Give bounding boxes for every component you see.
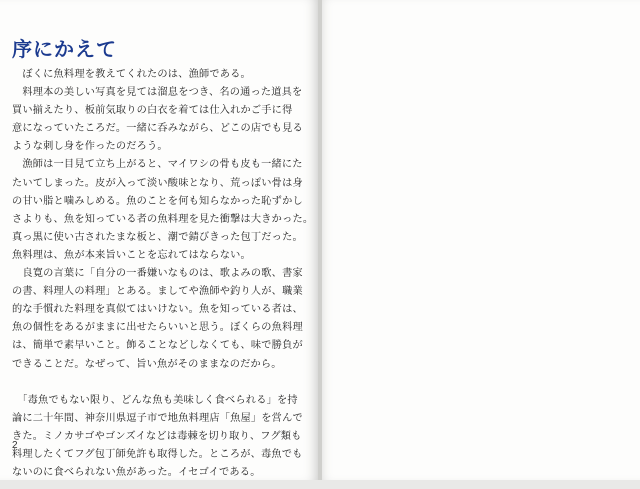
left-text-column (12, 66, 313, 482)
text-line: ような刺し身を作ったのだろう。 (12, 141, 168, 153)
book-gutter (318, 0, 322, 480)
text-line: 的な手慣れた料理を真似てはいけない。魚を知っている者は、 (12, 304, 303, 316)
text-line: 意になっていたころだ。一緒に呑みながら、どこの店でも見る (12, 123, 303, 135)
text-line: きた。ミノカサゴやゴンズイなどは毒棘を切り取り、フグ類も (12, 430, 302, 442)
text-line: 「毒魚でもない限り、どんな魚も美味しく食べられる」を持 (12, 394, 298, 406)
text-line: の書、料理人の料理」とある。ましてや漁師や釣り人が、職業 (12, 286, 303, 298)
page-number-left: 2 (12, 440, 18, 451)
text-line (12, 374, 313, 392)
page-title: 序にかえて (12, 37, 117, 61)
text-line: 魚の個性をあるがままに出せたらいいと思う。ぼくらの魚料理 (12, 322, 303, 334)
text-line: 魚料理は、魚が本来旨いことを忘れてはならない。 (12, 249, 251, 261)
text-line: 料理本の美しい写真を見ては溜息をつき、名の通った道具を (12, 87, 303, 99)
text-line: さよりも、魚を知っている者の魚料理を見た衝撃は大きかった。 (12, 213, 314, 225)
text-line: 漁師は一目見て立ち上がると、マイワシの骨も皮も一緒にた (12, 159, 303, 171)
text-line: 買い揃えたり、板前気取りの白衣を着ては仕入れかご手に得 (12, 105, 293, 117)
text-line: は、簡単で素早いこと。飾ることなどしなくても、味で勝負が (12, 340, 303, 352)
text-line: 料理したくてフグ包丁師免許も取得した。ところが、毒魚でも (12, 448, 303, 460)
text-line: 論に二十年間、神奈川県逗子市で地魚料理店「魚屋」を営んで (12, 412, 303, 424)
text-line: の甘い脂と噛みしめる。魚のことを何も知らなかった恥ずかし (12, 195, 303, 207)
text-line: ないのに食べられない魚があった。イセゴイである。 (12, 467, 261, 479)
text-line: 良寛の言葉に「自分の一番嫌いなものは、歌よみの歌、書家 (12, 268, 303, 280)
text-line: 真っ黒に使い古されたまな板と、潮で錆びきった包丁だった。 (12, 231, 303, 243)
text-line: たいてしまった。皮が入って淡い酸味となり、荒っぽい骨は身 (12, 177, 303, 189)
right-page (318, 0, 640, 480)
left-page (0, 0, 318, 480)
text-line: できることだ。なぜって、旨い魚がそのままなのだから。 (12, 358, 282, 370)
text-line: ぼくに魚料理を教えてくれたのは、漁師である。 (12, 69, 251, 80)
